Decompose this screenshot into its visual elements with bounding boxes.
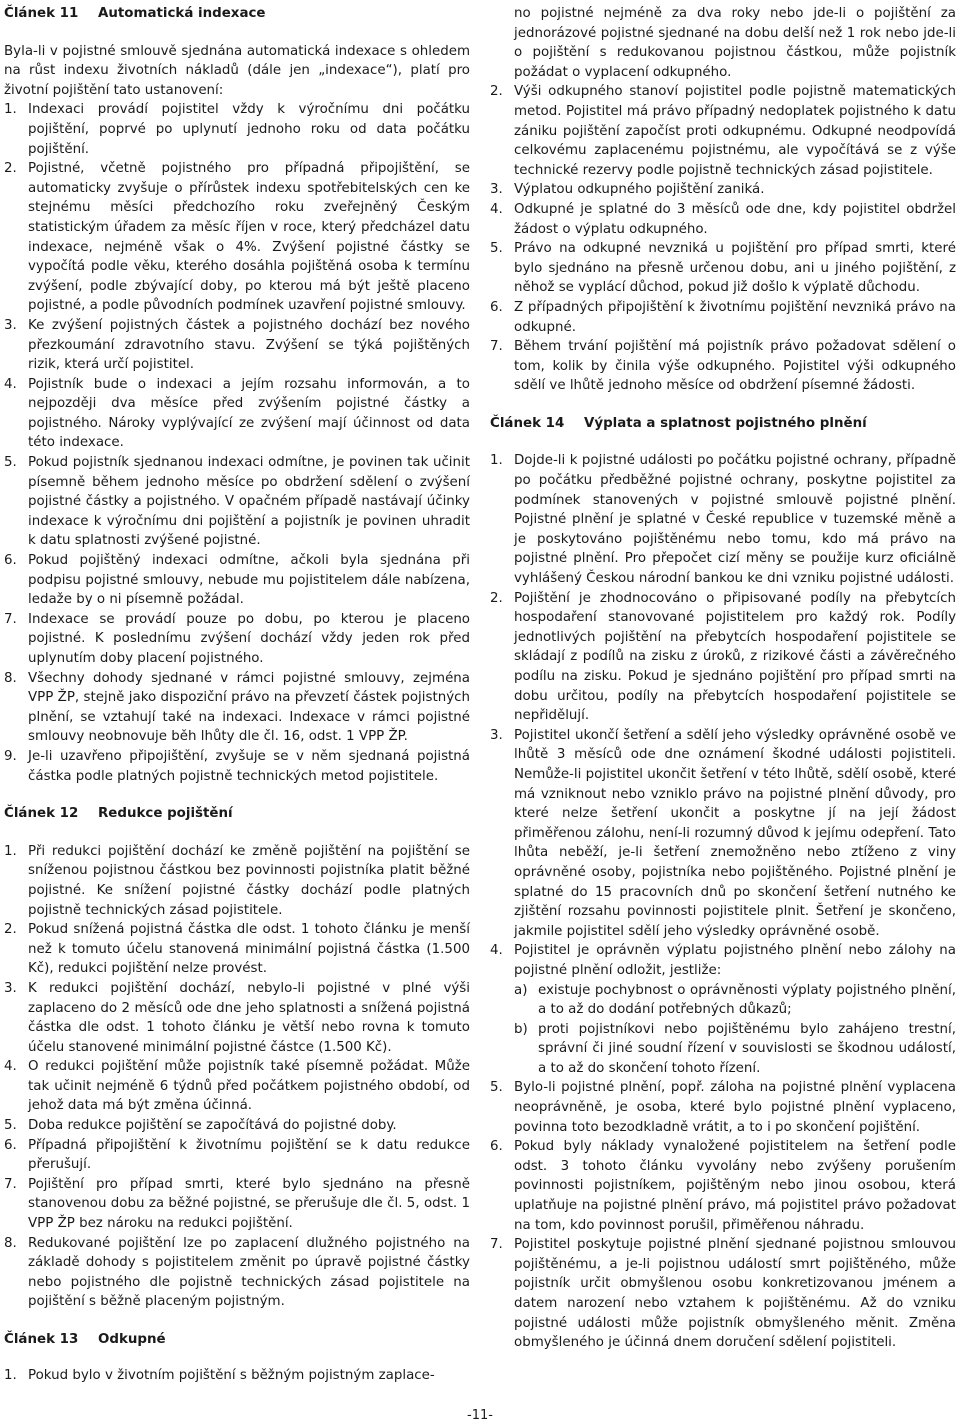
item-number: 1.	[490, 453, 503, 469]
item-text: Dojde-li k pojistné události po počátku pojistné ochrany, případně po počátku předběžné pojistné ochrany, poskytne pojistitel za podmínek stanovených v pojistné smlouvě pojistné plnění. Pojistné plnění je splatné v České republice v tuzemské měně a je poskytováno pojištěnému nebo tomu, kdo má právo na pojistné plnění. Pro přepočet cizí měny se použije kurz oficiálně vyhlášený Českou národní bankou ke dni vzniku pojistné události.	[514, 453, 956, 587]
article-11-intro: Byla-li v pojistné smlouvě sjednána automatická indexace s ohledem na růst indexu životních nákladů (dále jen „indexace“), platí pro životní pojištění tato ustanovení:	[4, 43, 470, 98]
list-item	[4, 453, 470, 551]
item-text: Je-li uzavřeno připojištění, zvyšuje se v něm sjednaná pojistná částka podle platných pojistně technických metod pojistitele.	[28, 748, 470, 784]
article-14-list-continued	[490, 1078, 956, 1352]
article-title: Výplata a splatnost pojistného plnění	[584, 415, 867, 431]
list-item	[4, 1136, 470, 1175]
item-text: Bylo-li pojistné plnění, popř. záloha na pojistné plnění vyplacena neoprávněně, je osoba, které bylo pojistné plnění vyplaceno, povinna toto bezodkladně vrátit, a to i po skončení pojištění.	[514, 1080, 956, 1135]
list-item	[490, 82, 956, 180]
item-text: Pokud pojištěný indexaci odmítne, ačkoli byla sjednána při podpisu pojistné smlouvy, nebude mu pojistitelem dále nabízena, ledaže by o ni písemně požádal.	[28, 553, 470, 608]
item-number: 6.	[4, 1137, 17, 1153]
sub-list-item	[514, 1020, 956, 1079]
item-number: 7.	[490, 339, 503, 355]
item-text: Odkupné je splatné do 3 měsíců ode dne, kdy pojistitel obdržel žádost o výplatu odkupného.	[514, 201, 956, 237]
item-number: 5.	[490, 241, 503, 257]
item-number: 3.	[490, 182, 503, 198]
item-text: Pokud pojistník sjednanou indexaci odmítne, je povinen tak učinit písemně během jednoho měsíce po obdržení sdělení o zvýšení pojistné částky a pojistného. V opačném případě nastávají účinky indexace k výročnímu dni pojištění a pojistník je povinen uhradit k datu splatnosti zvýšené pojistné.	[28, 455, 470, 549]
list-item	[4, 316, 470, 375]
list-item	[4, 1116, 470, 1136]
list-item	[490, 1078, 956, 1137]
list-item	[490, 337, 956, 396]
item-text: proti pojistníkovi nebo pojištěnému bylo zahájeno trestní, správní či jiné soudní řízení v souvislosti se škodnou událostí, a to až do skončení tohoto řízení.	[538, 1021, 956, 1076]
item-text: Indexaci provádí pojistitel vždy k výročnímu dni počátku pojištění, poprvé po uplynutí jednoho roku od data počátku pojištění.	[28, 102, 470, 157]
list-item	[490, 589, 956, 726]
article-number: Článek 11	[4, 6, 79, 21]
item-text: Pokud bylo v životním pojištění s běžným pojistným zaplace-	[28, 1367, 435, 1383]
item-number: 1.	[4, 102, 17, 118]
article-13-continuation: no pojistné nejméně za dva roky nebo jde-li o pojištění za jednorázové pojistné sjednané na dobu delší než 1 rok nebo jde-li o pojištění s redukovanou pojistnou částkou, může pojistník požádat o vyplacení odkupného.	[514, 6, 956, 80]
list-item	[4, 1366, 470, 1386]
sub-list-item	[514, 981, 956, 1020]
article-12-list	[4, 842, 470, 1312]
article-13-list	[4, 1366, 470, 1386]
item-number: 6.	[4, 553, 17, 569]
item-text: K redukci pojištění dochází, nebylo-li pojistné v plné výši zaplaceno do 2 měsíců ode dne jeho splatnosti a snížená pojistná částka dle odst. 1 tohoto článku je větší nebo rovna k tomuto účelu stanovené minimální pojistné částce (1.500 Kč).	[28, 980, 470, 1055]
list-item	[4, 1057, 470, 1116]
list-item	[4, 100, 470, 159]
list-item	[490, 239, 956, 298]
list-item	[490, 180, 956, 200]
article-11-list	[4, 100, 470, 786]
item-number: 5.	[490, 1080, 503, 1096]
item-number: a)	[514, 982, 528, 998]
list-item	[490, 298, 956, 337]
article-title: Automatická indexace	[98, 6, 266, 21]
article-11-heading	[4, 4, 470, 24]
item-number: 7.	[4, 611, 17, 627]
item-text: Pojistitel je oprávněn výplatu pojistného plnění nebo zálohy na pojistné plnění odložit, jestliže:	[514, 943, 956, 978]
item-text: Případná připojištění k životnímu pojištění se k datu redukce přerušují.	[28, 1137, 470, 1173]
item-text: Pokud byly náklady vynaložené pojistitelem na šetření podle odst. 3 tohoto článku vyvolány nebo zvýšeny porušením povinnosti pojistníkem, pojištěným nebo jinou osobou, která uplatňuje na pojistné plnění právo, má pojistitel právo požadovat na tom, kdo povinnost porušil, přiměřenou náhradu.	[514, 1139, 956, 1233]
item-number: 7.	[4, 1176, 17, 1192]
item-text: Indexace se provádí pouze po dobu, po kterou je placeno pojistné. K poslednímu zvýšení dochází vždy jeden rok před uplynutím doby placení pojistného.	[28, 611, 470, 666]
list-item	[490, 200, 956, 239]
item-number: 1.	[4, 1367, 17, 1383]
item-text: Ke zvýšení pojistných částek a pojistného dochází bez nového přezkoumání zdravotního stavu. Zvýšení se týká pojištěných rizik, která určí pojistitel.	[28, 317, 470, 373]
item-text: Pojistitel poskytuje pojistné plnění sjednané pojistnou smlouvou pojištěnému, a je-li pojistnou událostí smrt pojištěného, může pojistník určit obmyšlenou osobu konkretizovanou jménem a datem narození nebo vztahem k pojištěnému. Až do vzniku pojistné události může pojistník obmyšleného měnit. Změna obmyšleného je účinná dnem doručení sdělení pojistiteli.	[514, 1237, 956, 1351]
item-number: 3.	[490, 727, 503, 743]
item-number: 3.	[4, 317, 17, 333]
item-text: Doba redukce pojištění se započítává do pojistné doby.	[28, 1118, 397, 1134]
item-number: 2.	[4, 922, 17, 938]
list-item	[490, 451, 956, 588]
list-item	[4, 669, 470, 747]
item-number: 4.	[490, 201, 503, 217]
list-item	[4, 1175, 470, 1234]
right-column	[490, 4, 956, 1353]
item-number: b)	[514, 1021, 528, 1037]
item-number: 5.	[4, 455, 17, 471]
article-title: Redukce pojištění	[98, 806, 233, 822]
list-item	[4, 979, 470, 1057]
list-item	[4, 747, 470, 786]
item-number: 1.	[4, 843, 17, 859]
article-14-heading	[490, 414, 956, 434]
item-number: 5.	[4, 1118, 17, 1134]
list-item	[490, 941, 956, 980]
article-number: Článek 13	[4, 1332, 79, 1347]
item-text: Pojistník bude o indexaci a jejím rozsahu informován, a to nejpozději dva měsíce před zvýšením pojistné částky a pojistného. Nároky vyplývající ze zvýšení mají účinnost od data této indexace.	[28, 376, 470, 451]
item-number: 9.	[4, 748, 17, 764]
item-text: Všechny dohody sjednané v rámci pojistné smlouvy, zejména VPP ŽP, stejně jako dispoziční právo na převzetí částek pojistných plnění, se vztahují také na indexaci. Indexace v rámci pojistné smlouvy neobnovuje běh lhůty dle čl. 16, odst. 1 VPP ŽP.	[28, 670, 470, 745]
article-12-heading	[4, 804, 470, 824]
article-title: Odkupné	[98, 1332, 166, 1347]
item-number: 6.	[490, 299, 503, 315]
article-14-list	[490, 451, 956, 980]
list-item	[4, 1234, 470, 1312]
item-number: 8.	[4, 670, 17, 686]
article-13-list-continued	[490, 82, 956, 396]
item-text: Pokud snížená pojistná částka dle odst. 1 tohoto článku je menší než k tomuto účelu stanovená minimální pojistná částka (1.500 Kč), redukci pojištění nelze provést.	[28, 922, 470, 977]
item-text: Redukované pojištění lze po zaplacení dlužného pojistného na základě dohody s pojistitelem změnit po úpravě pojistné částky nebo pojistného dle pojistně technických zásad pojistitele na pojištění s běžně placeným pojistným.	[28, 1235, 470, 1310]
item-text: existuje pochybnost o oprávněnosti výplaty pojistného plnění, a to až do dodání potřebných důkazů;	[538, 982, 956, 1018]
list-item	[490, 1235, 956, 1353]
item-text: Při redukci pojištění dochází ke změně pojištění na pojištění se sníženou pojistnou částkou bez povinnosti pojistníka platit běžné pojistné. Ke snížení pojistné částky dochází podle platných pojistně technických zásad pojistitele.	[28, 843, 470, 918]
item-number: 8.	[4, 1235, 17, 1251]
item-number: 3.	[4, 980, 17, 996]
list-item	[490, 726, 956, 942]
article-number: Článek 12	[4, 806, 79, 822]
list-item	[4, 920, 470, 979]
list-item	[490, 1137, 956, 1235]
item-text: Výplatou odkupného pojištění zaniká.	[514, 182, 765, 198]
article-13-heading	[4, 1330, 470, 1350]
list-item	[4, 842, 470, 920]
item-text: Výši odkupného stanoví pojistitel podle pojistně matematických metod. Pojistitel má právo případný nedoplatek pojistného k datu zániku pojištění započíst proti odkupnému. Odkupné neodpovídá celkovému zaplacenému pojistnému, ale vypočítává se z výše technické rezervy podle pojistně technických zásad pojistitele.	[514, 84, 956, 178]
list-item	[4, 551, 470, 610]
item-number: 2.	[490, 84, 503, 100]
list-item	[4, 159, 470, 316]
item-number: 4.	[4, 376, 17, 392]
item-number: 7.	[490, 1237, 503, 1253]
item-number: 4.	[4, 1059, 17, 1075]
item-text: Pojistné, včetně pojistného pro případná připojištění, se automaticky zvyšuje o přírůstek indexu spotřebitelských cen ke stejnému měsíci předchozího roku zveřejněný Českým statistickým úřadem za měsíc říjen v roce, který předcházel datu indexace, nejméně však o 4%. Zvýšení pojistné částky se vypočítá podle věku, kterého dosáhla pojištěná osoba k termínu zvýšení, podle zbývající doby, po kterou má být ještě placeno pojistné, a podle původních podmínek uzavření pojistné smlouvy.	[28, 161, 470, 314]
item-text: Pojistitel ukončí šetření a sdělí jeho výsledky oprávněné osobě ve lhůtě 3 měsíců ode dne oznámení škodné události pojistiteli. Nemůže-li pojistitel ukončit šetření v této lhůtě, sdělí osobě, které má vzniknout nebo vzniklo právo na pojistné plnění důvody, pro které nelze šetření ukončit a poskytne jí na její žádost přiměřenou zálohu, není-li rozumný důvod k jejímu odepření. Tato lhůta neběží, je-li šetření znemožněno nebo ztíženo z viny oprávněné osoby, pojistníka nebo pojištěného. Pojistné plnění je splatné do 15 pracovních dnů po skončení šetření nutného ke zjištění rozsahu povinnosti pojistitele plnit. Šetření je skončeno, jakmile pojistitel sdělí jeho výsledky oprávněné osobě.	[514, 727, 956, 939]
item-text: Pojištění pro případ smrti, které bylo sjednáno na přesně stanovenou dobu za běžné pojistné, se přerušuje dle čl. 5, odst. 1 VPP ŽP bez nároku na redukci pojištění.	[28, 1176, 470, 1232]
article-14-sublist	[514, 981, 956, 1079]
item-text: Pojištění je zhodnocováno o připisované podíly na přebytcích hospodaření stanovované pojistitelem pro každý rok. Podíly jednotlivých pojištění na přebytcích hospodaření pojistitele se skládají z podílů na zisku z úroků, z rizikové části a závěrečného podílu na zisku. Pokud je sjednáno pojištění pro případ smrti na dobu určitou, podíly na přebytcích hospodaření pojistitele se nepřidělují.	[514, 590, 956, 724]
article-number: Článek 14	[490, 415, 565, 431]
item-number: 2.	[4, 161, 17, 177]
item-number: 2.	[490, 590, 503, 606]
item-text: Z případných připojištění k životnímu pojištění nevzniká právo na odkupné.	[514, 299, 956, 335]
item-text: Během trvání pojištění má pojistník právo požadovat sdělení o tom, kolik by činila výše odkupného. Pojistitel výši odkupného sdělí ve lhůtě jednoho měsíce od obdržení písemné žádosti.	[514, 339, 956, 394]
item-text: O redukci pojištění může pojistník také písemně požádat. Může tak učinit nejméně 6 týdnů před počátkem pojistného období, od jehož data má být změna účinná.	[28, 1059, 470, 1114]
list-item	[4, 375, 470, 453]
page-number: -11-	[467, 1408, 493, 1423]
item-text: Právo na odkupné nevzniká u pojištění pro případ smrti, které bylo sjednáno na přesně určenou dobu, ani u jiného pojištění, z něhož se vyplácí důchod, pokud již došlo k výplatě důchodu.	[514, 241, 956, 296]
left-column	[4, 4, 470, 1385]
list-item	[4, 610, 470, 669]
item-number: 4.	[490, 943, 503, 959]
item-number: 6.	[490, 1139, 503, 1155]
